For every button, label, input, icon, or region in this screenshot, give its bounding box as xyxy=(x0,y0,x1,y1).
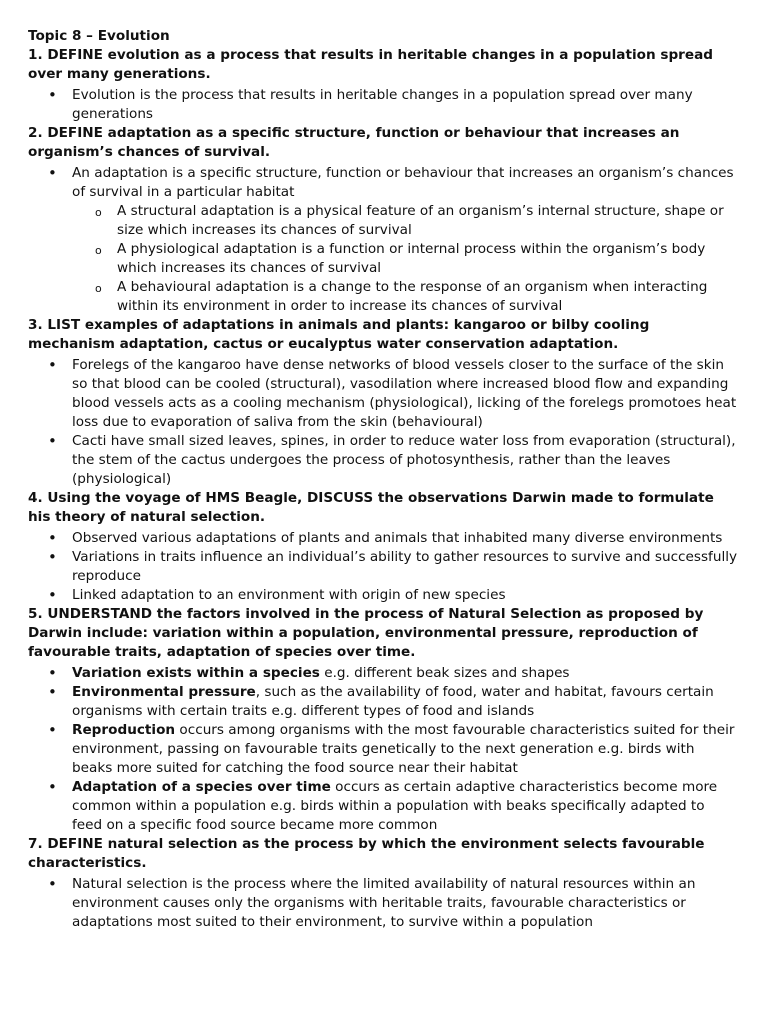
list-item xyxy=(72,664,738,683)
list-item xyxy=(72,164,738,316)
list-item xyxy=(72,721,738,778)
list-item: • Natural selection is the process where the limited availability of natural resources within an environment causes only the organisms with heritable traits, favourable characteristics or adaptations most suited to their environment, to survive within a population xyxy=(72,875,738,932)
list-item: • Variations in traits influence an individual’s ability to gather resources to survive and successfully reproduce xyxy=(72,548,738,586)
term-description: , such as the availability of food, water and habitat, favours certain organisms with certain traits e.g. different types of food and islands xyxy=(72,684,714,719)
term-description: occurs as certain adaptive characteristics become more common within a population e.g. birds within a population with beaks specifically adapted to feed on a specific food source became more common xyxy=(72,779,718,833)
section-1-heading: 1. DEFINE evolution as a process that results in heritable changes in a population spread over many generations. xyxy=(28,47,713,82)
list-item: • Evolution is the process that results in heritable changes in a population spread over many generations xyxy=(72,86,738,124)
term-bold: Variation exists within a species xyxy=(72,665,320,681)
section-7-heading: 7. DEFINE natural selection as the process by which the environment selects favourable characteristics. xyxy=(28,836,705,871)
sub-list-item: o A physiological adaptation is a function or internal process within the organism’s body which increases its chances of survival xyxy=(117,240,738,278)
list-item: • Observed various adaptations of plants and animals that inhabited many diverse environments xyxy=(72,529,738,548)
list-item xyxy=(72,778,738,835)
term-description: e.g. different beak sizes and shapes xyxy=(319,665,570,681)
section-4-heading: 4. Using the voyage of HMS Beagle, DISCUSS the observations Darwin made to formulate his theory of natural selection. xyxy=(28,490,714,525)
section-4-list xyxy=(28,529,738,605)
section-3-list xyxy=(28,356,738,489)
section-5-list xyxy=(28,664,738,835)
term-description: occurs among organisms with the most favourable characteristics suited for their environment, passing on favourable traits genetically to the next generation e.g. birds with beaks more suited for catching the food source near their habitat xyxy=(72,722,735,776)
sub-list-item: o A behavioural adaptation is a change to the response of an organism when interacting within its environment in order to increase its chances of survival xyxy=(117,278,738,316)
page-title: Topic 8 – Evolution xyxy=(28,28,170,44)
section-2-sublist xyxy=(72,202,738,316)
section-7-list xyxy=(28,875,738,932)
sub-list-item: o A structural adaptation is a physical feature of an organism’s internal structure, shape or size which increases its chances of survival xyxy=(117,202,738,240)
section-1-list xyxy=(28,86,738,124)
term-bold: Reproduction xyxy=(72,722,176,738)
list-item xyxy=(72,683,738,721)
term-bold: Adaptation of a species over time xyxy=(72,779,331,795)
term-bold: Environmental pressure xyxy=(72,684,256,700)
list-item-text: An adaptation is a specific structure, function or behaviour that increases an organism’s chances of survival in a particular habitat xyxy=(72,165,734,200)
list-item: • Cacti have small sized leaves, spines, in order to reduce water loss from evaporation (structural), the stem of the cactus undergoes the process of photosynthesis, rather than the leaves (physiological) xyxy=(72,432,738,489)
list-item: • Forelegs of the kangaroo have dense networks of blood vessels closer to the surface of the skin so that blood can be cooled (structural), vasodilation where increased blood flow and expanding blood vessels acts as a cooling mechanism (physiological), licking of the forelegs promotoes heat loss due to evaporation of saliva from the skin (behavioural) xyxy=(72,356,738,432)
section-5-heading: 5. UNDERSTAND the factors involved in the process of Natural Selection as proposed by Darwin include: variation within a population, environmental pressure, reproduction of favourable traits, adaptation of species over time. xyxy=(28,606,704,660)
section-3-heading: 3. LIST examples of adaptations in animals and plants: kangaroo or bilby cooling mechanism adaptation, cactus or eucalyptus water conservation adaptation. xyxy=(28,317,650,352)
section-2-heading: 2. DEFINE adaptation as a specific structure, function or behaviour that increases an organism’s chances of survival. xyxy=(28,125,680,160)
section-2-list xyxy=(28,164,738,316)
list-item: • Linked adaptation to an environment with origin of new species xyxy=(72,586,738,605)
